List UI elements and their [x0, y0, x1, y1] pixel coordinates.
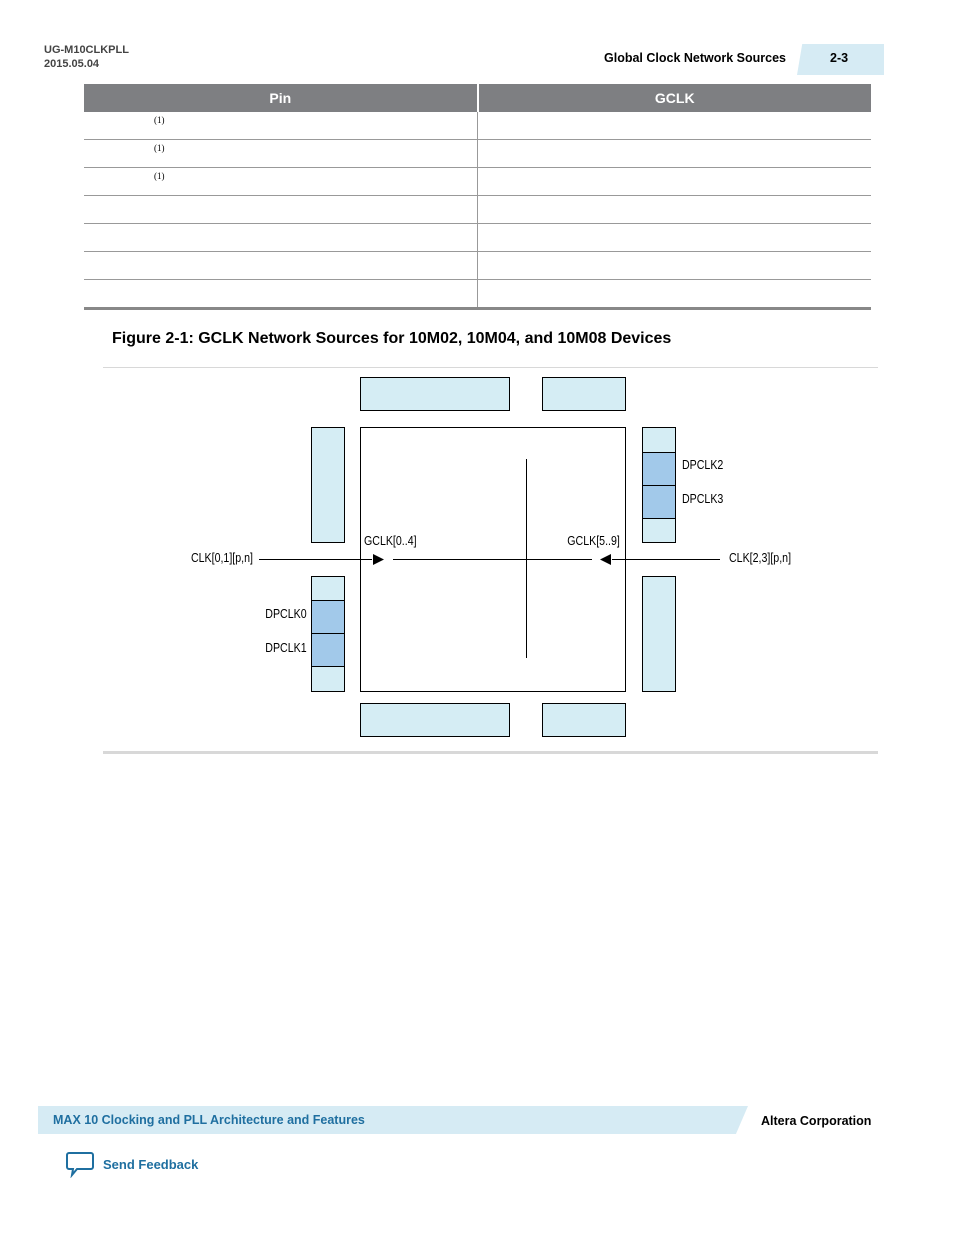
footer-corporation: Altera Corporation: [761, 1114, 872, 1128]
table-row: [84, 252, 871, 280]
figure-top-rule: [103, 367, 878, 368]
column-header-pin: Pin: [84, 84, 478, 112]
doc-id: UG-M10CLKPLL: [44, 44, 129, 56]
io-segment: [311, 576, 345, 601]
footnote-marker[interactable]: (1): [154, 171, 165, 181]
dpclk0-pin: [311, 600, 345, 634]
dpclk0-label: DPCLK0: [265, 607, 307, 621]
footer-doc-title[interactable]: MAX 10 Clocking and PLL Architecture and Features: [53, 1113, 365, 1127]
gclk-cell: [478, 168, 872, 196]
speech-bubble-icon: [65, 1150, 95, 1178]
io-bank-right-lower: [642, 576, 676, 692]
dpclk2-label: DPCLK2: [682, 458, 724, 472]
figure-bottom-rule: [103, 751, 878, 754]
clk-left-label: CLK[0,1][p,n]: [190, 551, 253, 565]
send-feedback-label[interactable]: Send Feedback: [103, 1156, 199, 1172]
pin-cell: [84, 252, 478, 280]
doc-date: 2015.05.04: [44, 58, 100, 70]
io-bank-top-left: [360, 377, 510, 411]
page-number: 2-3: [830, 51, 849, 65]
footnote-marker[interactable]: (1): [154, 143, 165, 153]
gclk-cell: [478, 196, 872, 224]
figure-caption: Figure 2-1: GCLK Network Sources for 10M02, 10M04, and 10M08 Devices: [112, 330, 672, 347]
table-row: [84, 196, 871, 224]
io-bank-bottom-left: [360, 703, 510, 737]
gclk-right-label: GCLK[5..9]: [567, 534, 620, 548]
clk-right-label: CLK[2,3][p,n]: [729, 551, 792, 565]
send-feedback-link[interactable]: [65, 1150, 198, 1178]
table-row: [84, 168, 871, 196]
table-row: [84, 140, 871, 168]
pin-cell: [84, 112, 478, 140]
doc-id-block: [44, 43, 129, 71]
table-row: [84, 280, 871, 309]
dpclk3-pin: [642, 485, 676, 519]
table-row: [84, 112, 871, 140]
gclk-left-label: GCLK[0..4]: [364, 534, 417, 548]
gclk-cell: [478, 140, 872, 168]
io-segment: [642, 518, 676, 543]
pin-gclk-table: [84, 84, 871, 310]
gclk-cell: [478, 224, 872, 252]
io-segment: [311, 666, 345, 692]
device-core: [360, 427, 626, 692]
table-header-row: [84, 84, 871, 112]
io-segment: [642, 427, 676, 453]
pin-cell: [84, 168, 478, 196]
gclk-cell: [478, 112, 872, 140]
pin-cell: [84, 140, 478, 168]
dpclk3-label: DPCLK3: [682, 492, 724, 506]
io-bank-bottom-right: [542, 703, 626, 737]
io-bank-left-upper: [311, 427, 345, 543]
table-row: [84, 224, 871, 252]
footnote-marker[interactable]: (1): [154, 115, 165, 125]
pin-cell: [84, 224, 478, 252]
gclk-cell: [478, 280, 872, 309]
dpclk1-pin: [311, 633, 345, 667]
column-header-gclk: GCLK: [478, 84, 872, 112]
gclk-cell: [478, 252, 872, 280]
pin-cell: [84, 196, 478, 224]
io-bank-top-right: [542, 377, 626, 411]
pin-cell: [84, 280, 478, 309]
dpclk2-pin: [642, 452, 676, 486]
dpclk1-label: DPCLK1: [265, 641, 307, 655]
section-title: Global Clock Network Sources: [604, 51, 786, 65]
